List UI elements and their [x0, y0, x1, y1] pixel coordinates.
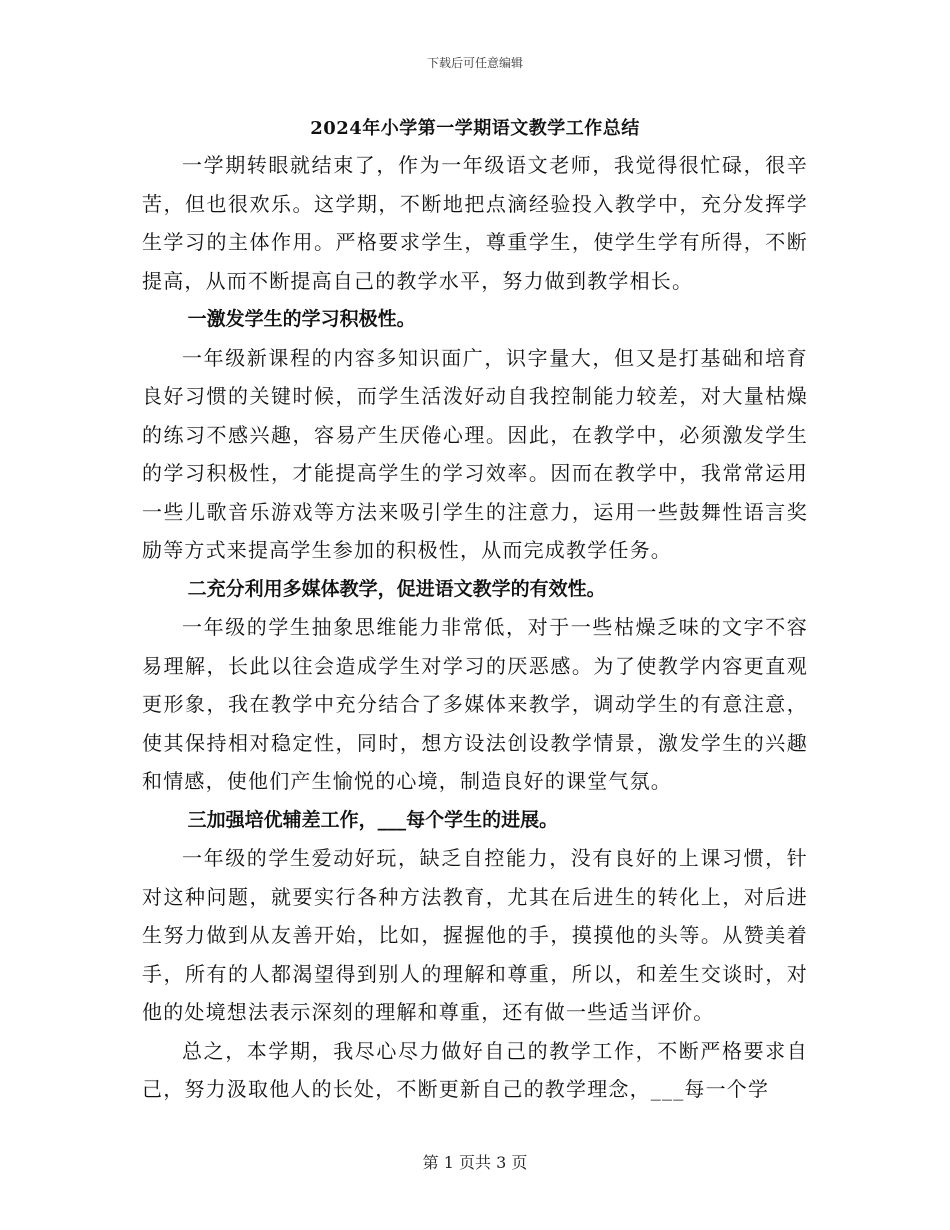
- page-header-note: 下载后可任意编辑: [426, 56, 523, 70]
- document-body: [142, 112, 808, 1109]
- paragraph-conclusion: 总之，本学期，我尽心尽力做好自己的教学工作，不断严格要求自己，努力汲取他人的长处，不断更新自己的教学理念，___每一个学: [142, 1038, 808, 1101]
- page-number-footer: 第 1 页共 3 页: [422, 1153, 528, 1172]
- paragraph-section-1: 一年级新课程的内容多知识面广，识字量大，但又是打基础和培育良好习惯的关键时候，而学生活泼好动自我控制能力较差，对大量枯燥的练习不感兴趣，容易产生厌倦心理。因此，在教学中，必须激发学生的学习积极性，才能提高学生的学习效率。因而在教学中，我常常运用一些儿歌音乐游戏等方法来吸引学生的注意力，运用一些鼓舞性语言奖励等方式来提高学生参加的积极性，从而完成教学任务。: [142, 345, 808, 562]
- document-title: 2024年小学第一学期语文教学工作总结: [310, 118, 640, 139]
- section-heading-1: 一激发学生的学习积极性。: [187, 308, 416, 330]
- paragraph-section-2: 一年级的学生抽象思维能力非常低，对于一些枯燥乏味的文字不容易理解，长此以往会造成学生对学习的厌恶感。为了使教学内容更直观更形象，我在教学中充分结合了多媒体来教学，调动学生的有意注意，使其保持相对稳定性，同时，想方设法创设教学情景，激发学生的兴趣和情感，使他们产生愉悦的心境，制造良好的课堂气氛。: [142, 615, 808, 793]
- paragraph-section-3: 一年级的学生爱动好玩，缺乏自控能力，没有良好的上课习惯，针对这种问题，就要实行各种方法教育，尤其在后进生的转化上，对后进生努力做到从友善开始，比如，握握他的手，摸摸他的头等。从赞美着手，所有的人都渴望得到别人的理解和尊重，所以，和差生交谈时，对他的处境想法表示深刻的理解和尊重，还有做一些适当评价。: [142, 846, 808, 1024]
- paragraph-intro: 一学期转眼就结束了，作为一年级语文老师，我觉得很忙碌，很辛苦，但也很欢乐。这学期，不断地把点滴经验投入教学中，充分发挥学生学习的主体作用。严格要求学生，尊重学生，使学生学有所得，不断提高，从而不断提高自己的教学水平，努力做到教学相长。: [142, 153, 808, 293]
- section-heading-2: 二充分利用多媒体教学，促进语文教学的有效性。: [187, 577, 606, 600]
- section-heading-3: 三加强培优辅差工作，___每个学生的进展。: [187, 808, 559, 831]
